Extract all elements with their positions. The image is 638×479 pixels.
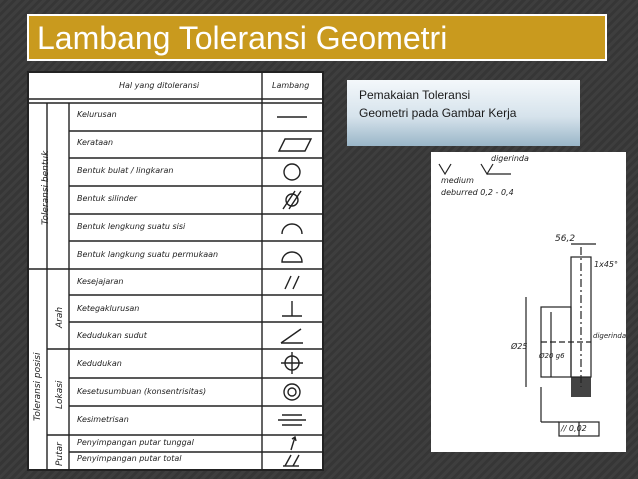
row-label-kesetusumbuan: Kesetusumbuan (konsentrisitas) — [77, 387, 207, 396]
parallelism-icon — [285, 276, 299, 289]
row-label-kedudukan: Kedudukan — [77, 359, 122, 368]
row-label-kesejajaran: Kesejajaran — [77, 277, 124, 286]
note-deburred: deburred 0,2 - 0,4 — [441, 188, 514, 197]
circular-runout-icon — [291, 437, 296, 450]
surface-profile-icon — [282, 252, 302, 262]
perpendicularity-icon — [282, 301, 302, 316]
dim-shaft: Ø20 g6 — [539, 352, 565, 360]
row-label-bulat: Bentuk bulat / lingkaran — [77, 166, 174, 175]
working-drawing — [431, 152, 626, 452]
title-banner — [27, 14, 607, 61]
row-label-kedudukan-sudut: Kedudukan sudut — [77, 331, 147, 340]
flatness-icon — [279, 139, 311, 151]
row-label-putar-tunggal: Penyimpangan putar tunggal — [77, 438, 194, 447]
symmetry-icon — [278, 415, 306, 425]
row-label-lengkung-permukaan: Bentuk langkung suatu permukaan — [77, 250, 219, 259]
row-label-lengkung-sisi: Bentuk lengkung suatu sisi — [77, 222, 186, 231]
caption-box — [347, 80, 580, 146]
row-label-putar-total: Penyimpangan putar total — [77, 454, 182, 463]
circularity-icon — [284, 164, 300, 180]
group-label-posisi: Toleransi posisi — [33, 352, 43, 421]
shaft-drawing — [431, 152, 626, 452]
sub-label-arah: Arah — [55, 306, 65, 328]
dim-diameter: Ø25 — [511, 342, 528, 351]
header-item-label: Hal yang ditoleransi — [119, 81, 200, 90]
angularity-icon — [281, 329, 303, 343]
dim-chamfer: 1x45° — [594, 260, 619, 269]
row-label-ketegaklurusan: Ketegaklurusan — [77, 304, 140, 313]
tolerance-symbol-table — [27, 71, 324, 471]
dim-length: 56,2 — [555, 234, 576, 244]
sub-label-lokasi: Lokasi — [55, 380, 65, 409]
caption-line-2: Geometri pada Gambar Kerja — [359, 106, 517, 120]
table-grid — [29, 73, 322, 469]
cylindricity-icon — [283, 191, 301, 209]
tolerance-frame-label: // 0,02 — [561, 424, 587, 433]
total-runout-icon — [283, 455, 299, 466]
header-symbol-label: Lambang — [272, 81, 310, 90]
caption-line-1: Pemakaian Toleransi — [359, 88, 471, 102]
row-label-kesimetrisan: Kesimetrisan — [77, 415, 129, 424]
note-digerinda: digerinda — [491, 154, 529, 163]
row-label-kelurusan: Kelurusan — [77, 110, 117, 119]
note-medium: medium — [441, 176, 474, 185]
row-label-kerataan: Kerataan — [77, 138, 114, 147]
group-label-bentuk: Toleransi bentuk — [41, 150, 51, 225]
concentricity-icon — [284, 384, 300, 400]
position-icon — [281, 352, 303, 374]
slide-title: Lambang Toleransi Geometri — [37, 20, 448, 56]
line-profile-icon — [282, 224, 302, 234]
sub-label-putar: Putar — [55, 442, 65, 466]
row-label-silinder: Bentuk silinder — [77, 194, 138, 203]
note-digerinda-side: digerinda — [593, 332, 627, 340]
